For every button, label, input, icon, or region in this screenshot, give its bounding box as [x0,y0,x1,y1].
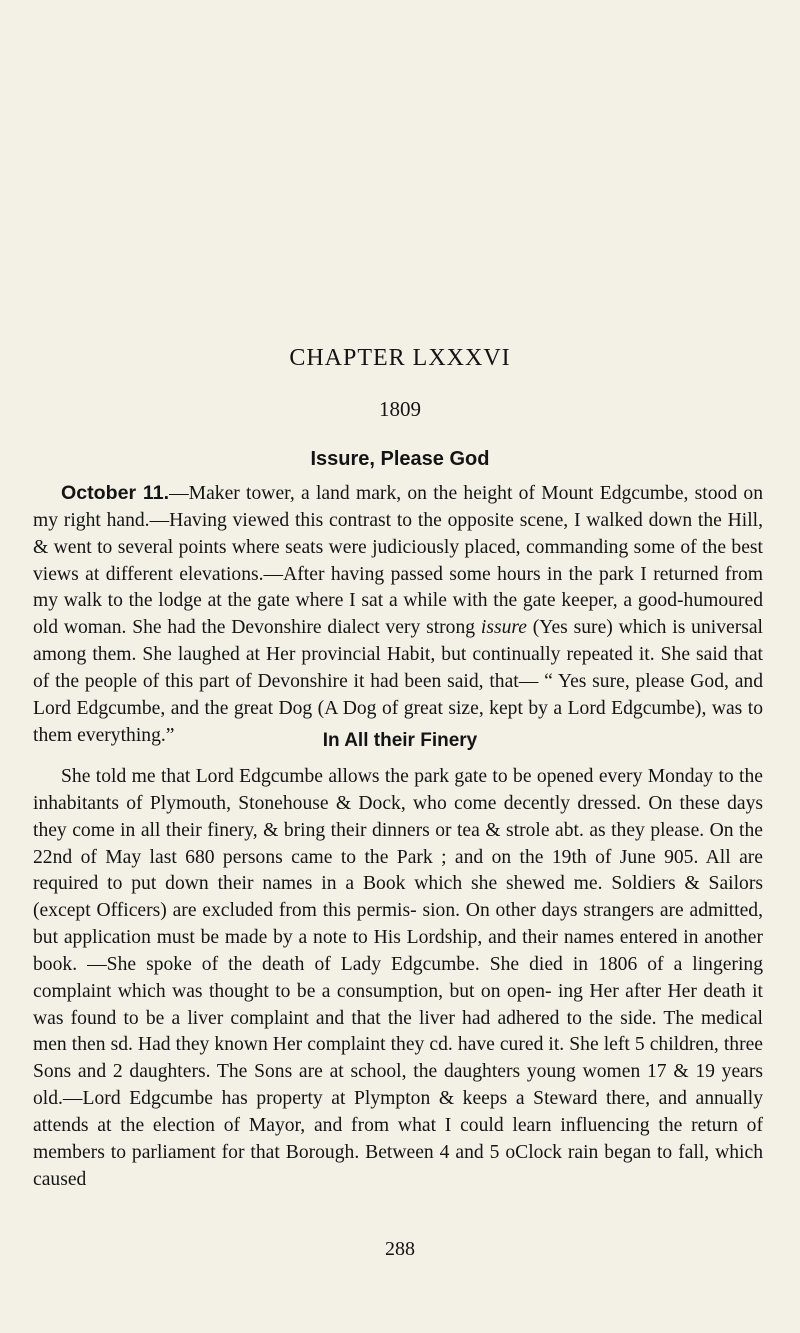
paragraph-text: She told me that Lord Edgcumbe allows the park gate to be opened every Monday to the inhabitants of Plymouth, Stonehouse & Dock, who come decently dressed. On these days they come in all their finery, & bring their dinners or tea & strole abt. as they please. On the 22nd of May last 680 persons came to the Park ; and on the 19th of June 905. All are required to put down their names in a Book which she shewed me. Soldiers & Sailors (except Officers) are excluded from this permis- sion. On other days strangers are admitted, but application must be made by a note to His Lordship, and their names entered in another book. —She spoke of the death of Lady Edgcumbe. She died in 1806 of a lingering complaint which was thought to be a consumption, but on open- ing Her after Her death it was found to be a liver complaint and that the liver had adhered to the side. The medical men then sd. Had they known Her complaint they cd. have cured it. She left 5 children, three Sons and 2 daughters. The Sons are at school, the daughters young women 17 & 19 years old.—Lord Edgcumbe has property at Plympton & keeps a Steward there, and annually attends at the election of Mayor, and from what I could learn influencing the return of members to parliament for that Borough. Between 4 and 5 oClock rain began to fall, which caused [33,766,763,1190]
chapter-year: 1809 [379,397,421,421]
italic-term: issure [480,617,527,639]
section-heading-finery: In All their Finery [322,730,478,751]
page-number: 288 [385,1238,415,1260]
paragraph-text: —Maker tower, a land mark, on the height of Mount Edgcumbe, stood on my right hand.—Having viewed this contrast to the opposite scene, I walked down the Hill, & went to several points where seats were judiciously placed, commanding some of the best views at different elevations.—After having passed some hours in the park I returned from my walk to the lodge at the gate where I sat a while with the gate keeper, a good-humoured old woman. She had the Devonshire dialect very strong [33,483,763,639]
paragraph-finery [33,764,763,1194]
entry-date: October 11. [61,482,170,504]
paragraph-october-11 [33,480,763,749]
paragraph-text-continued: (Yes sure) which is universal among them. She laughed at Her provincial Habit, but continually repeated it. She said that of the people of this part of Devonshire it had been said, that— “ Yes sure, please God, and Lord Edgcumbe, and the great Dog (A Dog of great size, kept by a Lord Edgcumbe), was to them everything.” [33,617,763,746]
section-heading-issure: Issure, Please God [310,448,490,470]
chapter-title: CHAPTER LXXXVI [289,345,511,371]
